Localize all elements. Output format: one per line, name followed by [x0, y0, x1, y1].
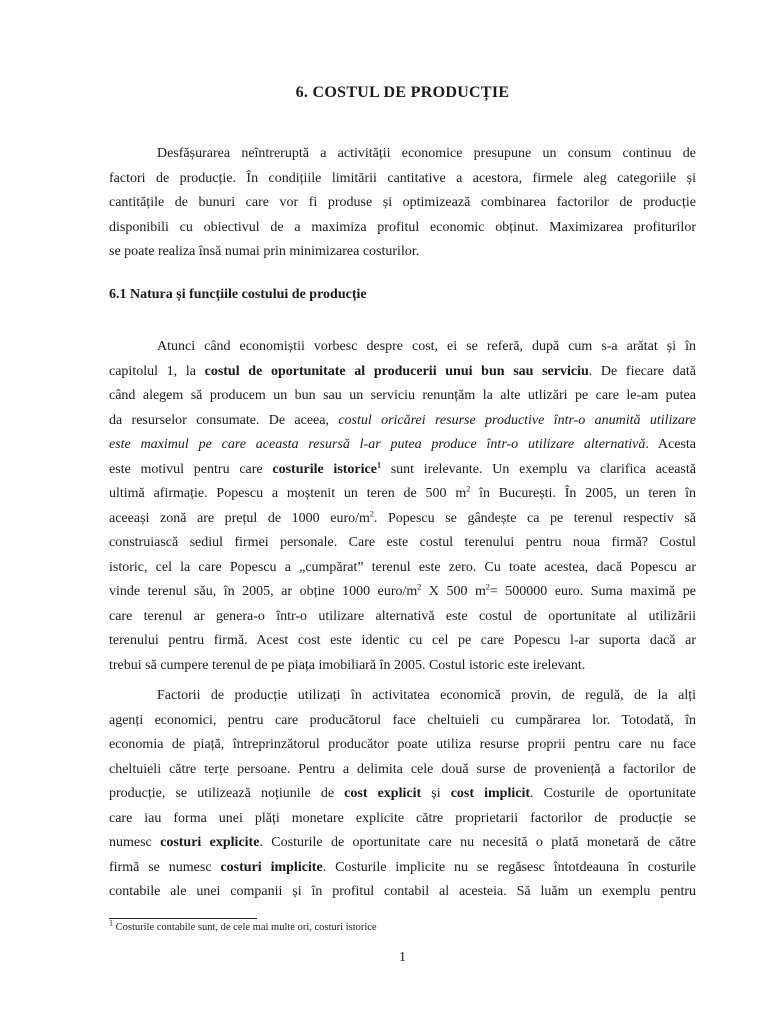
italic-definition: este maximul pe care aceasta resursă l-ar putea produce într-o utilizare alternativă	[109, 437, 646, 452]
text-line: contabile ale unei companii și în profitul contabil al acesteia. Să luăm un exemplu pentru	[109, 884, 696, 899]
text-line: trebui să cumpere terenul de pe piața imobiliară în 2005. Costul istoric este irelevant.	[109, 657, 586, 673]
text-line: este motivul pentru care costurile istorice$^1$ sunt irelevante. Un exemplu va clarifica această	[109, 459, 696, 477]
text-line: care terenul ar genera-o într-o utilizare alternativă este costul de oportunitate al utilizării	[109, 608, 696, 624]
text-line: ultimă afirmație. Popescu a moștenit un teren de 500 $m^2$ în București. În 2005, un teren în	[109, 484, 697, 501]
bold-term: costul de oportunitate al producerii unui bun sau serviciu	[204, 363, 589, 379]
text-line: Desfășurarea neîntreruptă a activității economice presupune un consum continuu de	[157, 146, 696, 161]
text-line: cantitățile de bunuri care vor fi produse și optimizează combinarea factorilor de producție	[109, 195, 696, 210]
text-line: terenului pentru firmă. Acest cost este identic cu cel pe care Popescu l-ar suporta dacă ar	[109, 633, 696, 648]
text-line: istoric, cel la care Popescu a „cumpărat” terenul este zero. Cu toate acestea, dacă Popescu ar	[109, 559, 696, 575]
text-line: numesc costuri explicite. Costurile de oportunitate care nu necesită o plată monetară de către	[109, 835, 696, 850]
chapter-title: 6. COSTUL DE PRODUCȚIE	[295, 84, 510, 101]
text-line: este maximul pe care aceasta resursă l-ar putea produce într-o utilizare alternativă. Acesta	[109, 437, 696, 452]
bold-term: costuri implicite	[220, 859, 323, 875]
footnote-mark: 1	[109, 918, 113, 928]
cost-paragraph	[109, 335, 696, 678]
footnote-separator	[109, 918, 257, 919]
factors-paragraph	[109, 684, 696, 905]
bold-term: cost implicit	[450, 786, 530, 801]
text-line: Atunci când economiștii vorbesc despre cost, ei se referă, după cum s-a arătat și în	[157, 339, 696, 354]
italic-definition: costul oricărei resurse productive într-o anumită utilizare	[338, 412, 696, 428]
text-line: agenți economici, pentru care producătorul face cheltuieli cu cumpărarea lor. Totodată, în	[109, 712, 696, 728]
bold-term: costuri explicite	[160, 835, 260, 850]
footnote-text: Costurile contabile sunt, de cele mai multe ori, costuri istorice	[113, 922, 377, 933]
text-line: disponibili cu obiectivul de a maximiza profitul economic obținut. Maximizarea profiturilor	[109, 219, 696, 235]
text-line: se poate realiza însă numai prin minimizarea costurilor.	[109, 244, 420, 259]
text-line: construiască sediul firmei personale. Care este costul terenului pentru noua firmă? Costul	[109, 535, 696, 550]
intro-paragraph	[109, 142, 696, 265]
text-line: producție, se utilizează noțiunile de cost explicit și cost implicit. Costurile de oportunitate	[109, 786, 696, 801]
bold-term: cost explicit	[344, 786, 422, 801]
page-number: 1	[399, 950, 406, 965]
footnote	[109, 918, 377, 933]
text-line: aceeași zonă are prețul de 1000 euro/$m^2$. Popescu se gândește ca pe terenul respectiv să	[109, 508, 697, 526]
text-line: Factorii de producție utilizați în activitatea economică provin, de regulă, de la alți	[157, 688, 696, 703]
text-line: vinde terenul său, în 2005, ar obține 1000 euro/$m^2$ X 500 $m^2= 500000$ euro. Suma maximă pe	[109, 582, 696, 599]
text-line: da resurselor consumate. De aceea, costul oricărei resurse productive într-o anumită utilizare	[109, 412, 696, 428]
text-line: cheltuieli către terțe persoane. Pentru a delimita cele două surse de proveniență a factorilor de	[109, 761, 696, 777]
text-line: când alegem să producem un bun sau un serviciu renunțăm la alte utlizări pe care le-am putea	[109, 388, 696, 403]
text-line: economia de piață, întreprinzătorul producător poate utiliza resurse proprii pentru care nu face	[109, 737, 696, 752]
text-line: care iau forma unei plăți monetare explicite către proprietarii factorilor de producție se	[109, 810, 696, 826]
text-line: capitolul 1, la costul de oportunitate al producerii unui bun sau serviciu. De fiecare dată	[109, 363, 696, 379]
section-heading: 6.1 Natura și funcțiile costului de producție	[109, 287, 367, 302]
bold-term: costurile istorice	[272, 461, 377, 477]
text-line: firmă se numesc costuri implicite. Costurile implicite nu se regăsesc întotdeauna în costurile	[109, 859, 696, 875]
text-line: factori de producție. În condițiile limitării cantitative a acestora, firmele aleg categoriile și	[109, 170, 696, 186]
footnote-reference[interactable]: 1	[376, 459, 381, 469]
